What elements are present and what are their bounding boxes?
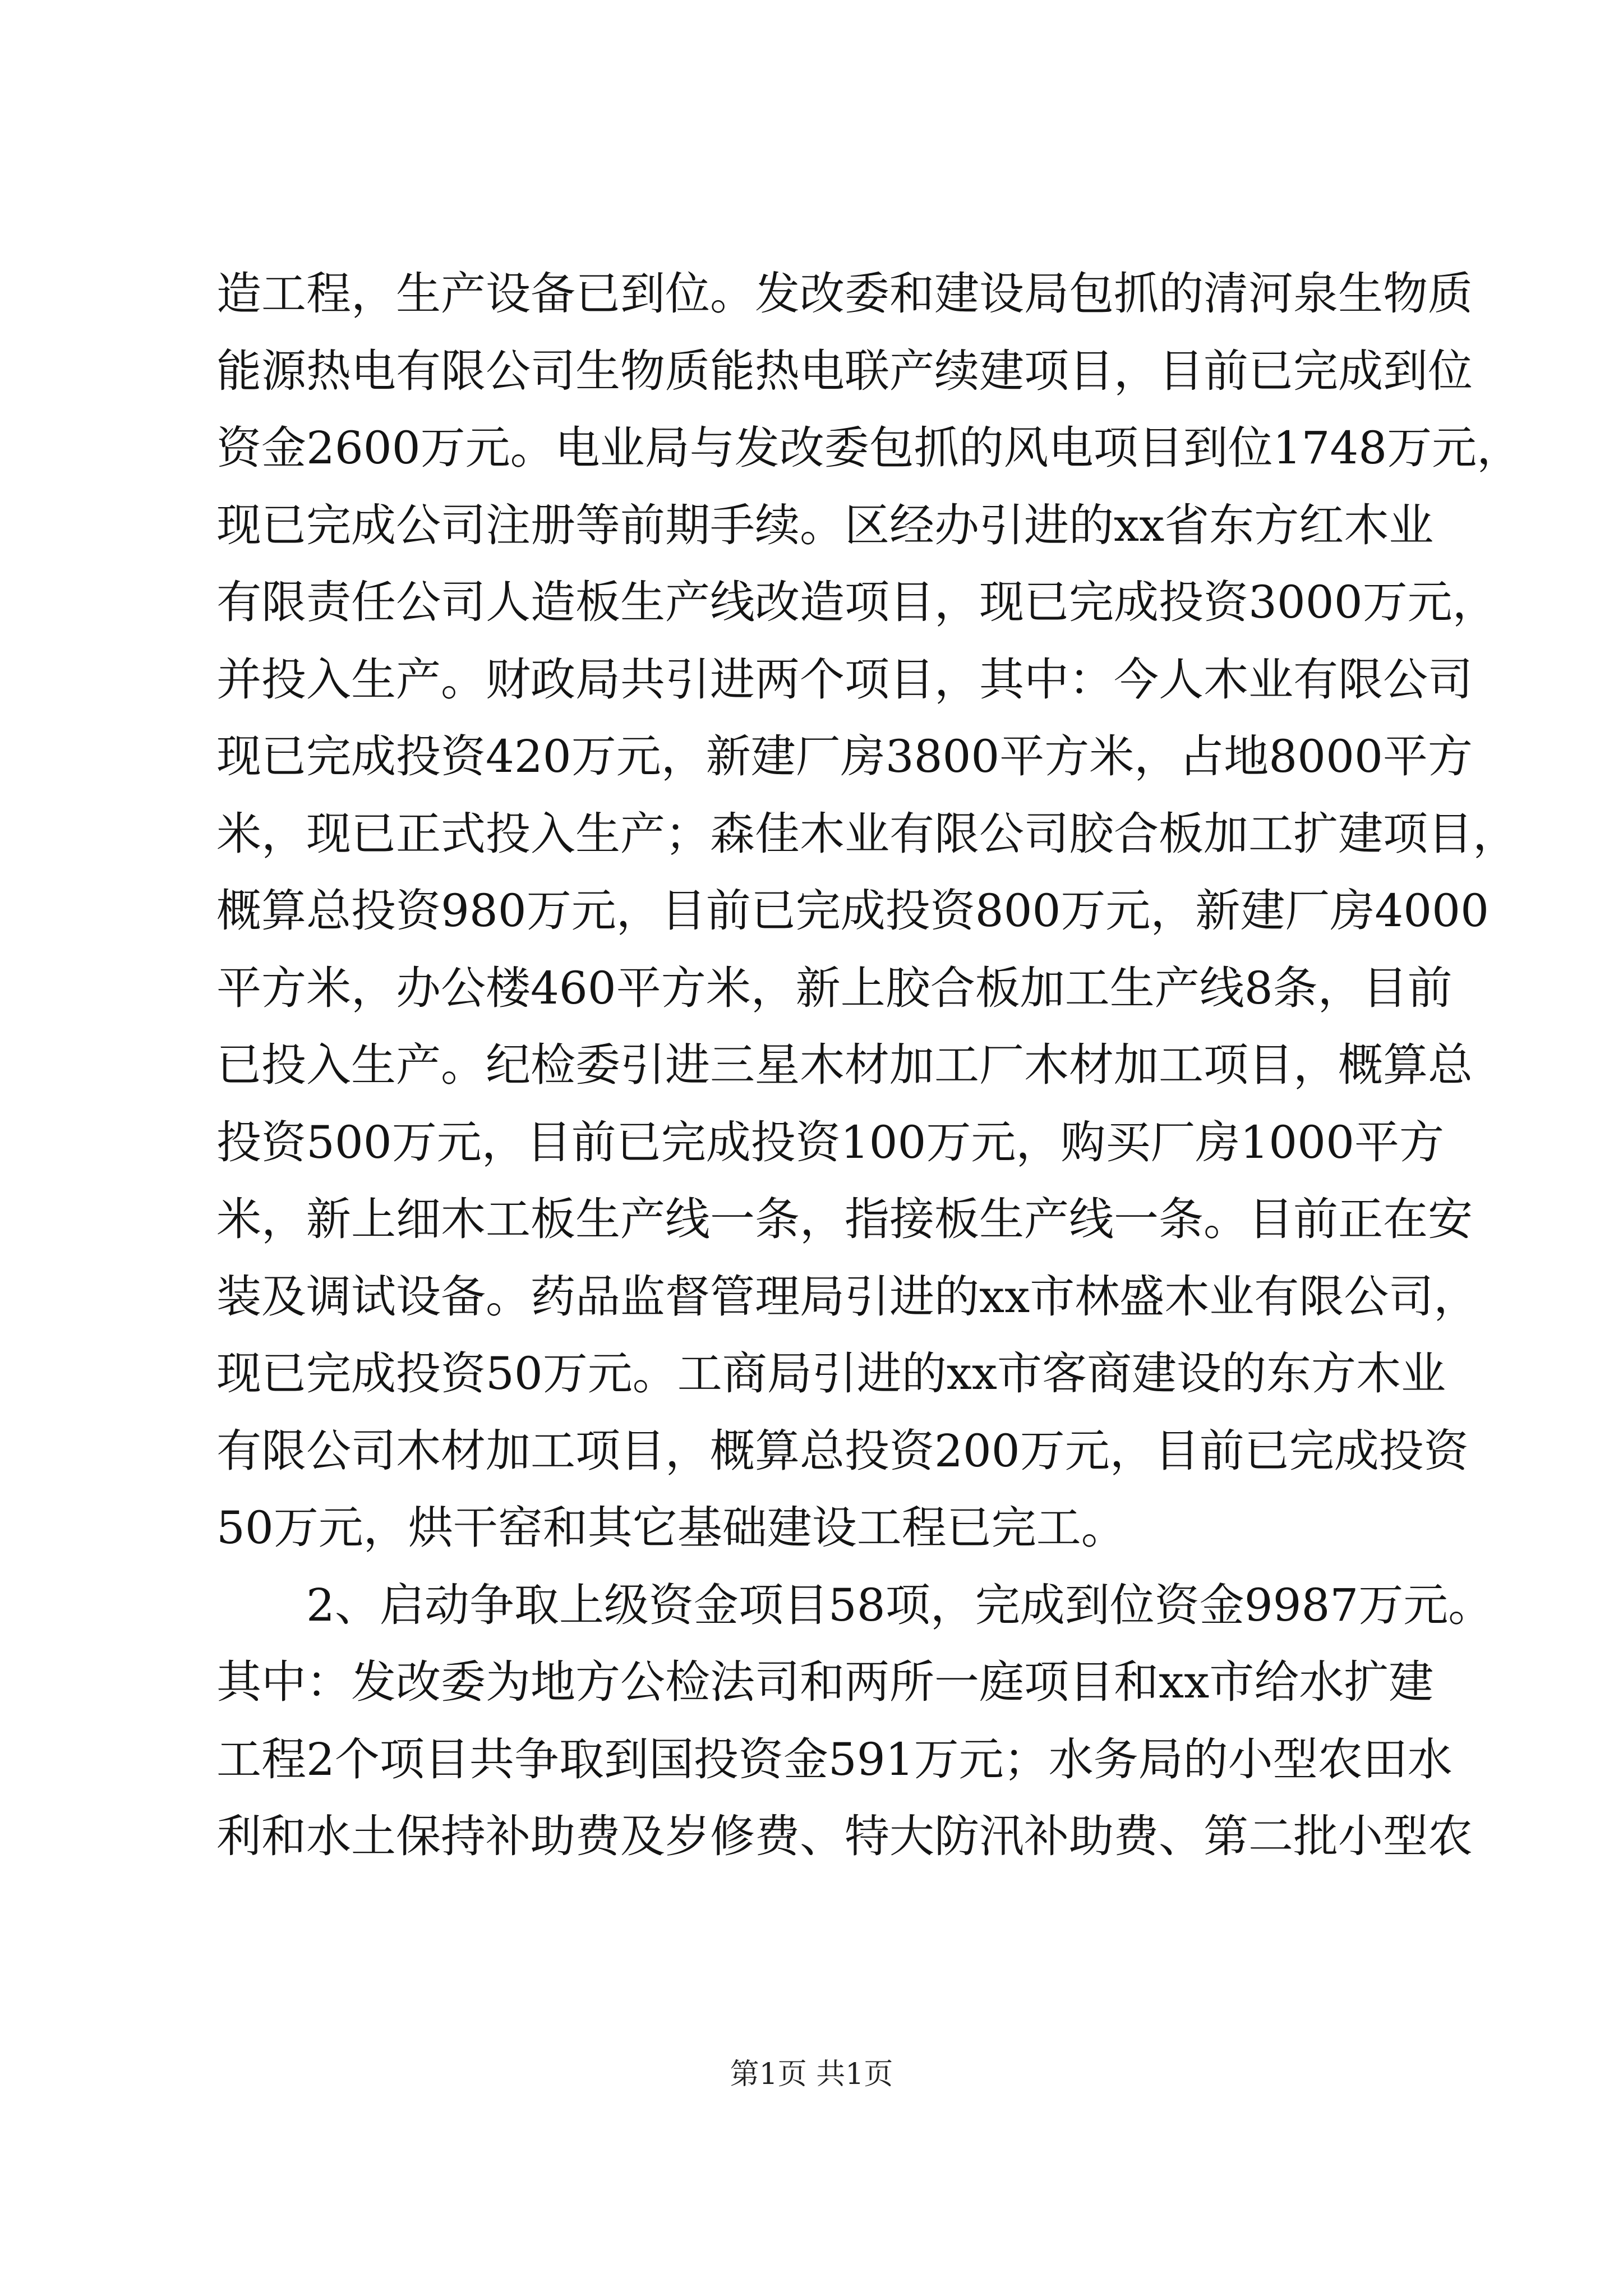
text-line: 有限责任公司人造板生产线改造项目，现已完成投资3000万元， [216,576,1497,628]
text-line: 现已完成投资50万元。工商局引进的xx市客商建设的东方木业 [216,1347,1446,1400]
page-number-footer: 第1页 共1页 [730,2058,893,2091]
text-line: 能源热电有限公司生物质能热电联产续建项目，目前已完成到位 [216,344,1473,397]
text-line: 现已完成公司注册等前期手续。区经办引进的xx省东方红木业 [216,499,1434,551]
text-line: 有限公司木材加工项目，概算总投资200万元，目前已完成投资 [216,1424,1469,1477]
text-line: 米，现已正式投入生产；森佳木业有限公司胶合板加工扩建项目， [216,807,1518,860]
text-line: 资金2600万元。电业局与发改委包抓的风电项目到位1748万元， [216,422,1522,474]
text-line: 其中：发改委为地方公检法司和两所一庭项目和xx市给水扩建 [216,1656,1434,1708]
paragraph-start-line: 2、启动争取上级资金项目58项，完成到位资金9987万元。 [306,1579,1493,1631]
text-line: 并投入生产。财政局共引进两个项目，其中：今人木业有限公司 [216,653,1473,706]
text-line: 造工程，生产设备已到位。发改委和建设局包抓的清河泉生物质 [216,268,1473,320]
text-line: 平方米，办公楼460平方米，新上胶合板加工生产线8条，目前 [216,961,1453,1014]
text-line: 投资500万元，目前已完成投资100万元，购买厂房1000平方 [216,1116,1444,1168]
text-line: 概算总投资980万元，目前已完成投资800万元，新建厂房4000 [216,885,1489,937]
text-line: 米，新上细木工板生产线一条，指接板生产线一条。目前正在安 [216,1193,1473,1245]
text-line: 装及调试设备。药品监督管理局引进的xx市林盛木业有限公司， [216,1270,1479,1323]
text-line: 现已完成投资420万元，新建厂房3800平方米，占地8000平方 [216,730,1473,783]
text-line: 已投入生产。纪检委引进三星木材加工厂木材加工项目，概算总 [216,1039,1473,1091]
paragraph-end-line: 50万元，烘干窑和其它基础建设工程已完工。 [216,1502,1126,1554]
document-body [216,255,1522,1875]
text-line: 工程2个项目共争取到国投资金591万元；水务局的小型农田水 [216,1733,1453,1786]
text-line: 利和水土保持补助费及岁修费、特大防汛补助费、第二批小型农 [216,1810,1473,1862]
